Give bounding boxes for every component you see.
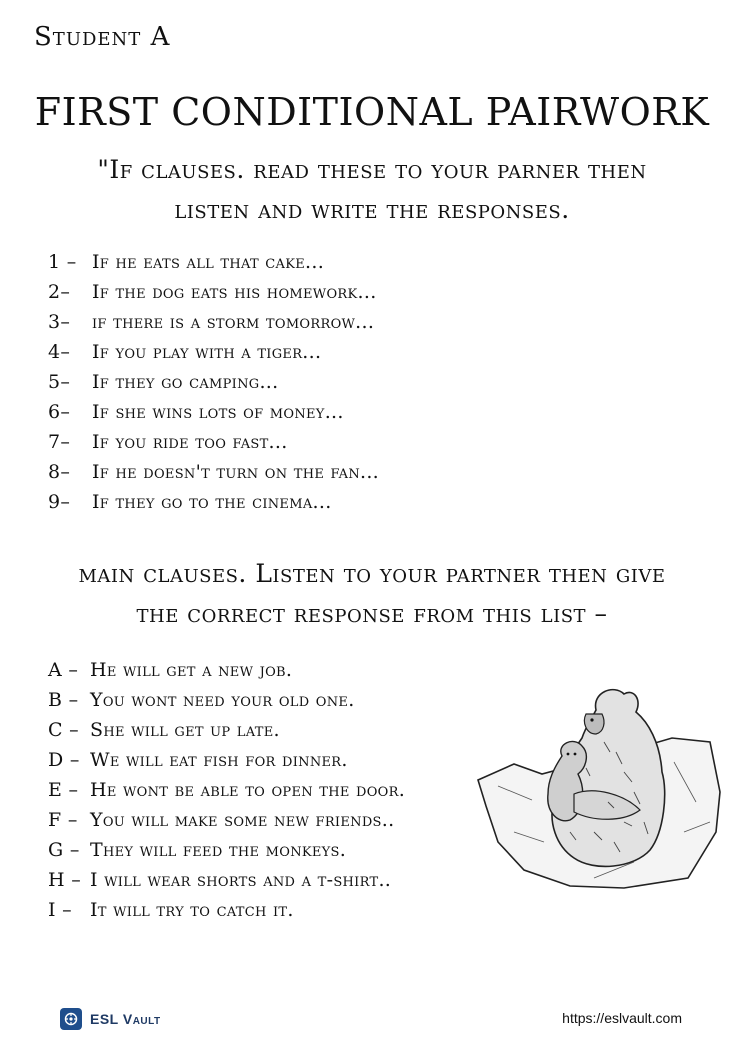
list-item bbox=[48, 865, 405, 895]
list-item bbox=[48, 457, 379, 487]
logo-text: ESL Vault bbox=[90, 1011, 161, 1027]
item-letter: H – bbox=[48, 869, 82, 891]
list-item bbox=[48, 655, 405, 685]
item-letter: E – bbox=[48, 779, 79, 801]
item-text: I will wear shorts and a t-shirt.. bbox=[90, 869, 392, 891]
item-number: 6– bbox=[48, 401, 71, 423]
item-text: If you ride too fast... bbox=[92, 431, 288, 453]
item-text: We will eat fish for dinner. bbox=[90, 749, 348, 771]
item-letter: C – bbox=[48, 719, 79, 741]
item-text: He wont be able to open the door. bbox=[90, 779, 406, 801]
vault-icon bbox=[60, 1008, 82, 1030]
item-letter: G – bbox=[48, 839, 80, 861]
item-text: You wont need your old one. bbox=[90, 689, 355, 711]
student-label: Student A bbox=[34, 22, 171, 52]
main-clauses-list bbox=[48, 655, 405, 925]
list-item bbox=[48, 745, 405, 775]
item-number: 7– bbox=[48, 431, 71, 453]
list-item bbox=[48, 247, 379, 277]
item-letter: A – bbox=[48, 659, 79, 681]
item-text: If you play with a tiger... bbox=[92, 341, 322, 363]
list-item bbox=[48, 337, 379, 367]
site-url-link[interactable]: https://eslvault.com bbox=[562, 1010, 682, 1026]
item-letter: D – bbox=[48, 749, 80, 771]
item-letter: F – bbox=[48, 809, 78, 831]
item-text: It will try to catch it. bbox=[90, 899, 294, 921]
item-number: 1 – bbox=[48, 251, 77, 273]
if-clauses-instruction bbox=[20, 150, 724, 230]
list-item bbox=[48, 805, 405, 835]
instruction-line: listen and write the responses. bbox=[174, 195, 570, 224]
worksheet-title: FIRST CONDITIONAL PAIRWORK bbox=[34, 90, 710, 134]
instruction-line: main clauses. Listen to your partner then give bbox=[78, 559, 666, 588]
list-item bbox=[48, 895, 405, 925]
main-clauses-instruction bbox=[20, 554, 724, 634]
item-number: 2– bbox=[48, 281, 71, 303]
list-item bbox=[48, 277, 379, 307]
list-item bbox=[48, 685, 405, 715]
item-text: She will get up late. bbox=[90, 719, 280, 741]
list-item bbox=[48, 397, 379, 427]
instruction-line: "If clauses. read these to your parner then bbox=[97, 155, 647, 184]
item-text: If the dog eats his homework... bbox=[92, 281, 377, 303]
item-text: If they go camping... bbox=[92, 371, 279, 393]
item-number: 5– bbox=[48, 371, 71, 393]
item-text: If he eats all that cake... bbox=[92, 251, 325, 273]
item-text: He will get a new job. bbox=[90, 659, 293, 681]
instruction-line: the correct response from this list – bbox=[136, 599, 608, 628]
if-clauses-list bbox=[48, 247, 379, 517]
item-number: 3– bbox=[48, 311, 71, 333]
list-item bbox=[48, 307, 379, 337]
list-item bbox=[48, 487, 379, 517]
esl-vault-logo[interactable] bbox=[60, 1008, 161, 1030]
list-item bbox=[48, 427, 379, 457]
list-item bbox=[48, 715, 405, 745]
item-text: They will feed the monkeys. bbox=[90, 839, 347, 861]
item-text: If she wins lots of money... bbox=[92, 401, 344, 423]
list-item bbox=[48, 775, 405, 805]
monkey-illustration bbox=[474, 682, 724, 892]
list-item bbox=[48, 835, 405, 865]
item-letter: B – bbox=[48, 689, 79, 711]
list-item bbox=[48, 367, 379, 397]
item-text: If they go to the cinema... bbox=[92, 491, 332, 513]
item-number: 9– bbox=[48, 491, 71, 513]
item-text: If he doesn't turn on the fan... bbox=[92, 461, 380, 483]
item-number: 4– bbox=[48, 341, 71, 363]
item-text: if there is a storm tomorrow... bbox=[92, 311, 375, 333]
item-letter: I – bbox=[48, 899, 72, 921]
item-number: 8– bbox=[48, 461, 71, 483]
item-text: You will make some new friends.. bbox=[90, 809, 395, 831]
